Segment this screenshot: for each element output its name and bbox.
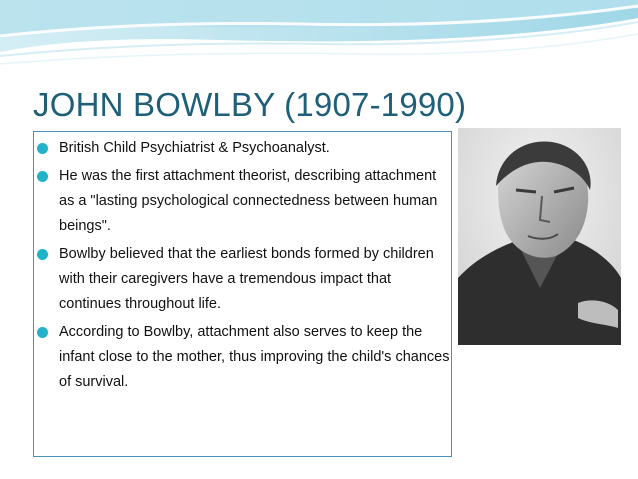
bullet-icon xyxy=(37,249,48,260)
bullet-list xyxy=(33,136,453,398)
bullet-text: According to Bowlby, attachment also serves to keep the infant close to the mother, thus improving the child's chances of survival. xyxy=(59,324,450,390)
decorative-wave-header xyxy=(0,0,638,80)
bullet-text: Bowlby believed that the earliest bonds formed by children with their caregivers have a tremendous impact that continues throughout life. xyxy=(59,246,434,312)
bullet-item xyxy=(33,164,453,239)
slide-title: JOHN BOWLBY (1907-1990) xyxy=(33,86,467,123)
bullet-icon xyxy=(37,327,48,338)
bullet-icon xyxy=(37,171,48,182)
bullet-text: He was the first attachment theorist, describing attachment as a "lasting psychological connectedness between human beings". xyxy=(59,168,438,234)
bullet-item xyxy=(33,242,453,317)
portrait-photo xyxy=(458,128,621,345)
bullet-item xyxy=(33,136,453,161)
bullet-icon xyxy=(37,143,48,154)
bullet-item xyxy=(33,320,453,395)
bullet-text: British Child Psychiatrist & Psychoanalyst. xyxy=(59,140,330,156)
